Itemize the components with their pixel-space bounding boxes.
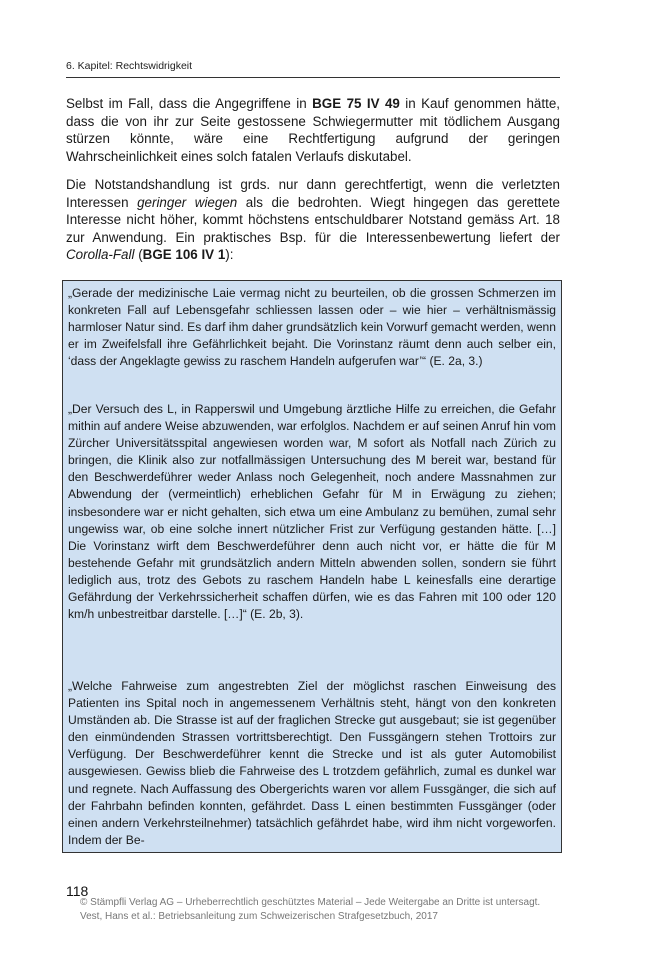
p1-text-b: in Kauf genommen hätte, dass die von ihr zur Seite gestossene Schwiegermutter mit tödlichem Ausgang stürzen könnte, wäre eine Rechtfertigung aufgrund der geringen Wahrscheinlichkeit eines solch fatalen Verlaufs diskutabel. xyxy=(66,96,560,164)
footer-citation: Vest, Hans et al.: Betriebsanleitung zum Schweizerischen Strafgesetzbuch, 2017 xyxy=(80,911,438,922)
court-quote-box xyxy=(62,280,562,853)
running-header: 6. Kapitel: Rechtswidrigkeit xyxy=(66,60,193,72)
p2-text-b: als die bedrohten. Wiegt hingegen das gerettete Interesse nicht höher, kommt höchstens entschuldbarer Notstand gemäss Art. 18 zur Anwendung. Ein praktisches Bsp. für die Interessenbewertung liefert der xyxy=(66,194,560,245)
footer-copyright: © Stämpfli Verlag AG – Urheberrechtlich geschütztes Material – Jede Weitergabe an Dritte ist untersagt. xyxy=(80,897,541,908)
quote-paragraph-2: „Der Versuch des L, in Rapperswil und Umgebung ärztliche Hilfe zu erreichen, die Gefahr mithin auf andere Weise abzuwenden, war erfolglos. Nachdem er auf seinen Anruf hin vom Zürcher Universitätsspital angewiesen worden war, M sofort als Notfall nach Zürich zu bringen, die Klinik also zur notfallmässigen Untersuchung des M bereit war, bestand für den Beschwerdeführer weder Anlass noch Gelegenheit, noch andere Massnahmen zur Abwendung der (vermeintlich) erheblichen Gefahr für M in Erwägung zu ziehen; insbesondere war er nicht gehalten, sich etwa um eine Ambulanz zu bemühen, zumal sehr ungewiss war, ob eine solche innert nützlicher Frist zur Verfügung gestanden hätte. […] Die Vorinstanz wirft dem Beschwerdeführer denn auch nicht vor, er hätte die für M bestehende Gefahr mit grundsätzlich andern Mitteln abwenden sollen, sondern sie führt lediglich aus, trotz des Gebots zu raschem Handeln habe L keinesfalls eine derartige Gefährdung der Verkehrssicherheit schaffen dürfen, wie es das Fahren mit 100 oder 120 km/h unbestreitbar darstelle. […]“ (E. 2b, 3). xyxy=(68,402,556,622)
page-number: 118 xyxy=(66,883,89,899)
quote-paragraph-1: „Gerade der medizinische Laie vermag nicht zu beurteilen, ob die grossen Schmerzen im konkreten Fall auf Lebensgefahr schliessen lassen oder – wie hier – verhältnismässig harmloser Natur sind. Es darf ihm daher grundsätzlich kein Vorwurf gemacht werden, wenn er im Zweifelsfall ihre Gefährlichkeit bejaht. Die Vorinstanz räumt denn auch selber ein, ‘dass der Angeklagte gewiss zu raschem Handeln aufgerufen war’“ (E. 2a, 3.) xyxy=(68,286,556,369)
quote-paragraph-3: „Welche Fahrweise zum angestrebten Ziel der möglichst raschen Einweisung des Patienten ins Spital noch in angemessenem Verhältnis steht, hängt von den konkreten Umständen ab. Die Strasse ist auf der fraglichen Strecke gut ausgebaut; sie ist gegenüber den einmündenden Strassen vortrittsberechtigt. Den Fussgängern stehen Trottoirs zur Verfügung. Der Beschwerdeführer kennt die Strecke und ist als guter Automobilist ausgewiesen. Gewiss blieb die Fahrweise des L trotzdem gefährlich, zumal es dunkel war und regnete. Nach Auffassung des Obergerichts waren vor allem Fussgänger, die sich auf der Fahrbahn befinden konnten, gefährdet. Dass L einen bestimmten Fussgänger (oder einen andern Verkehrsteilnehmer) tatsächlich gefährdet habe, wird ihm nicht vorgeworfen. Indem der Be- xyxy=(68,679,556,847)
paragraph-1 xyxy=(66,95,560,165)
paragraph-2 xyxy=(66,176,560,264)
p2-case-name: Corolla-Fall xyxy=(66,247,135,263)
p2-case-reference: BGE 106 IV 1 xyxy=(142,247,226,263)
p2-emphasis: geringer wiegen xyxy=(137,194,238,210)
p2-text-d: ): xyxy=(225,247,234,263)
p2-text-c: ( xyxy=(134,247,143,263)
p2-text-a: Die Notstandshandlung ist grds. nur dann gerechtfertigt, wenn die verletzten Interessen xyxy=(66,177,560,210)
copyright-footer xyxy=(80,896,580,924)
p1-text-a: Selbst im Fall, dass die Angegriffene in xyxy=(66,96,313,111)
p1-case-reference: BGE 75 IV 49 xyxy=(312,96,400,111)
header-divider xyxy=(66,77,560,78)
